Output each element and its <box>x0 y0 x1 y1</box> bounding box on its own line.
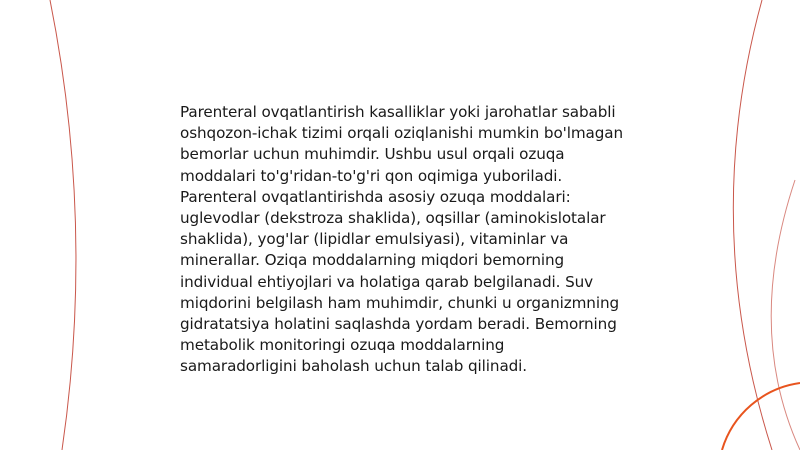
orange-circle-arc <box>722 383 800 450</box>
right-arc-outer <box>733 0 772 450</box>
left-arc <box>50 0 76 450</box>
slide-paragraph: Parenteral ovqatlantirish kasalliklar yoki jarohatlar sababli oshqozon-ichak tizimi orqali oziqlanishi mumkin bo'lmagan bemorlar uchun muhimdir. Ushbu usul orqali ozuqa moddalari to'g'ridan-to'g'ri qon oqimiga yuboriladi. Parenteral ovqatlantirishda asosiy ozuqa moddalari: uglevodlar (dekstroza shaklida), oqsillar (aminokislotalar shaklida), yog'lar (lipidlar emulsiyasi), vitaminlar va minerallar. Oziqa moddalarning miqdori bemorning individual ehtiyojlari va holatiga qarab belgilanadi. Suv miqdorini belgilash ham muhimdir, chunki u organizmning gidratatsiya holatini saqlashda yordam beradi. Bemorning metabolik monitoringi ozuqa moddalarning samaradorligini baholash uchun talab qilinadi. <box>180 103 624 376</box>
right-arc-inner <box>771 180 800 450</box>
